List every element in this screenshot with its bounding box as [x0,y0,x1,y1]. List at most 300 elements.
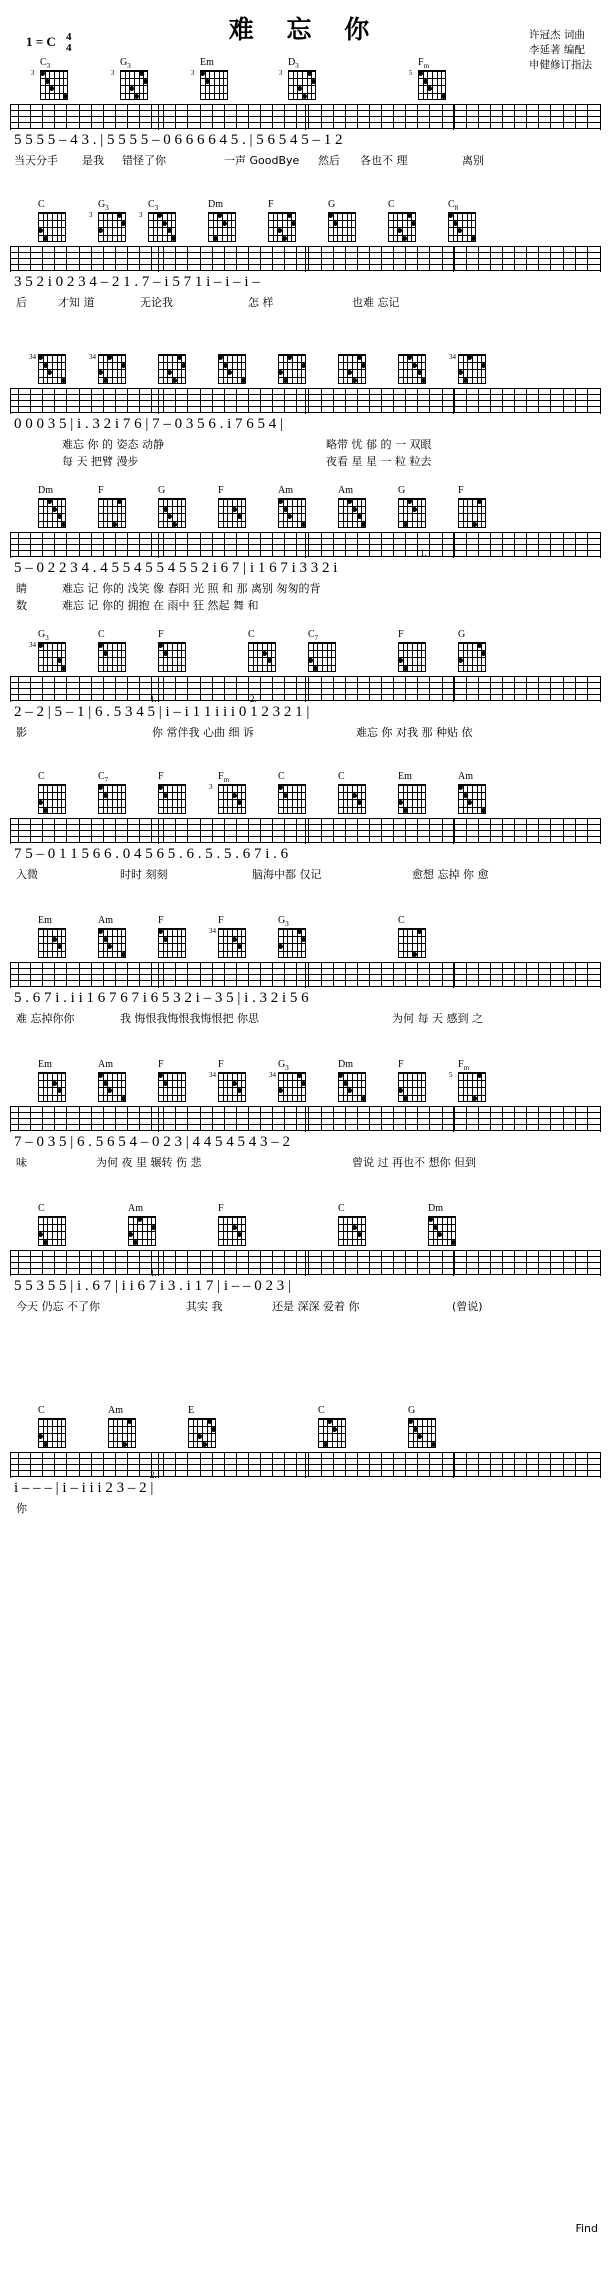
chord-row [0,630,610,676]
strum-stroke [175,389,176,412]
barline [305,1452,306,1478]
finger-dot [472,522,477,527]
strum-stroke [526,677,527,700]
strum-stroke [115,1251,116,1274]
strum-stroke [248,819,249,842]
staff [10,676,600,702]
strum-stroke [466,533,467,556]
staff [10,246,600,272]
strum-stroke [79,1453,80,1476]
barline [158,104,159,130]
fret-line [338,1231,366,1232]
finger-dot [237,1232,242,1237]
fret-line [218,1080,246,1081]
system-9 [0,1204,610,1315]
strum-stroke [139,677,140,700]
strum-stroke [393,389,394,412]
fret-line [158,665,186,666]
staff [10,1250,600,1276]
strum-stroke [381,533,382,556]
strum-stroke [151,105,152,128]
strum-stroke [296,533,297,556]
strum-stroke [526,819,527,842]
strum-stroke [405,1453,406,1476]
strum-stroke [103,247,104,270]
chord-diagram [158,928,186,958]
fret-line [408,1433,436,1434]
system-6 [0,772,610,883]
strum-stroke [321,533,322,556]
strum-stroke [575,819,576,842]
strum-stroke [308,819,309,842]
finger-dot [207,1419,212,1424]
strum-stroke [490,963,491,986]
finger-dot [57,658,62,663]
numbered-notation [0,274,610,294]
strum-stroke [187,677,188,700]
strum-stroke [163,963,164,986]
fret-line [40,78,68,79]
finger-dot [237,800,242,805]
strum-stroke [115,1453,116,1476]
chord-name: C [278,771,285,782]
finger-dot [237,944,242,949]
strum-stroke [502,677,503,700]
strum-stroke [236,533,237,556]
strum-stroke [236,677,237,700]
lyric-row [0,294,610,311]
strum-stroke [79,533,80,556]
strum-stroke [151,963,152,986]
chord-diagram [388,212,416,242]
finger-dot [61,522,66,527]
strum-stroke [212,1453,213,1476]
strum-stroke [454,819,455,842]
strum-stroke [345,963,346,986]
numbered-notation [0,1134,610,1154]
strum-stroke [550,533,551,556]
fret-line [38,943,66,944]
fret-line [338,369,366,370]
time-signature [66,32,72,54]
strum-stroke [538,819,539,842]
chord-row [0,1060,610,1106]
strum-stroke [200,819,201,842]
finger-dot [241,378,246,383]
fret-line [398,513,426,514]
strum-stroke [200,1453,201,1476]
strum-stroke [563,533,564,556]
fret-line [218,1095,246,1096]
barline [305,818,306,844]
chord-name: C [398,915,405,926]
chord-diagram [409,69,446,100]
strum-stroke [333,1453,334,1476]
strum-stroke [587,819,588,842]
barline [158,388,159,414]
fret-line [38,1224,66,1225]
lyric-row [0,1154,610,1171]
chord-diagram [308,642,336,672]
lyric-row [0,580,610,597]
strum-stroke [417,1251,418,1274]
finger-dot [357,355,362,360]
strum-stroke [127,819,128,842]
chord-name: G [158,485,166,496]
strum-stroke [260,819,261,842]
chord-diagram [218,1216,246,1246]
strum-stroke [18,247,19,270]
strum-stroke [236,1251,237,1274]
fret-number: 34 [449,353,456,361]
strum-stroke [79,247,80,270]
chord-name: $G_3$ [278,1059,289,1072]
system-4 [0,486,610,614]
strum-stroke [30,105,31,128]
strum-stroke [248,677,249,700]
credit-line-3: 申健修订指法 [529,59,592,72]
chord-diagram [98,928,126,958]
finger-dot [139,71,144,76]
finger-dot [121,952,126,957]
strum-stroke [405,389,406,412]
finger-dot [412,952,417,957]
lyric-row [0,1010,610,1027]
fret-line [308,665,336,666]
strum-stroke [538,105,539,128]
fret-line [38,506,66,507]
strum-stroke [308,1107,309,1130]
chord-diagram [338,1072,366,1102]
chord-name: $F_m$ [458,1059,470,1072]
numbered-notation [0,846,610,866]
fret-line [148,220,176,221]
strum-stroke [127,963,128,986]
chord-name: C [338,771,345,782]
fret-line [158,792,186,793]
finger-dot [403,522,408,527]
fret-line [398,362,426,363]
strum-stroke [187,1251,188,1274]
chord-row [0,486,610,532]
strum-stroke [66,677,67,700]
fret-line [218,521,246,522]
strum-stroke [296,1107,297,1130]
chord-diagram [449,353,486,384]
strum-stroke [284,247,285,270]
strum-stroke [357,1453,358,1476]
strum-stroke [502,963,503,986]
strum-stroke [79,1251,80,1274]
barline [600,532,601,558]
strum-stroke [79,105,80,128]
strum-stroke [321,1107,322,1130]
finger-dot [43,1240,48,1245]
strum-stroke [478,819,479,842]
strum-stroke [103,963,104,986]
strum-stroke [333,819,334,842]
chord-diagram [89,353,126,384]
fret-line [248,650,276,651]
fret-line [218,506,246,507]
chord-row [0,342,610,388]
strum-stroke [272,1251,273,1274]
strum-stroke [466,389,467,412]
lyric-row [0,1500,610,1517]
strum-stroke [333,677,334,700]
system-3 [0,342,610,470]
finger-dot [237,514,242,519]
fret-line [388,235,416,236]
strum-stroke [66,533,67,556]
fret-line [38,1080,66,1081]
chord-diagram [278,354,306,384]
fret-line [38,1087,66,1088]
chord-name: F [398,629,404,640]
repeat-mark: 2. [150,1470,157,1480]
notation-text: 5 5 3 5 5 | i . 6 7 | i i 6 7 i 3 . i 1 7 | i – – 0 2 3 | [14,1278,292,1294]
finger-dot [43,236,48,241]
fret-line [98,792,126,793]
system-1 [0,58,610,169]
finger-dot [297,1073,302,1078]
chord-name: $C_3$ [40,57,51,70]
strum-stroke [18,1107,19,1130]
strum-stroke [514,1251,515,1274]
strum-stroke [296,1251,297,1274]
strum-stroke [139,1251,140,1274]
strum-stroke [357,819,358,842]
chord-diagram [268,212,296,242]
strum-stroke [538,247,539,270]
barline [600,1452,601,1478]
finger-dot [352,793,357,798]
strum-stroke [417,963,418,986]
finger-dot [307,71,312,76]
lyric-text: 无论我 [140,296,173,309]
chord-diagram [188,1418,216,1448]
fret-line [158,650,186,651]
fret-line [38,362,66,363]
strum-stroke [248,247,249,270]
barline [305,962,306,988]
finger-dot [211,1427,216,1432]
finger-dot [223,363,228,368]
barline [305,1106,306,1132]
chord-name: F [98,485,104,496]
strum-stroke [321,247,322,270]
fret-line [200,78,228,79]
strum-stroke [103,1251,104,1274]
strum-stroke [200,105,201,128]
finger-dot [117,499,122,504]
strum-stroke [526,1453,527,1476]
strum-stroke [454,677,455,700]
chord-diagram [158,642,186,672]
finger-dot [311,79,316,84]
staff [10,1106,600,1132]
finger-dot [352,1225,357,1230]
lyric-text: 难忘 你 对我 那 种贴 依 [356,726,473,739]
fret-line [158,951,186,952]
fret-line [200,93,228,94]
chord-diagram [111,69,148,100]
fret-line [318,1426,346,1427]
fret-line [458,799,486,800]
finger-dot [163,1081,168,1086]
strum-stroke [18,1453,19,1476]
fret-line [208,227,236,228]
chord-diagram [98,498,126,528]
lyric-text: 难忘 记 你的 拥抱 在 雨中 狂 然起 舞 和 [62,599,259,612]
fret-line [200,85,228,86]
finger-dot [477,499,482,504]
page-title: 难 忘 你 [228,15,382,44]
fret-line [268,227,296,228]
strum-stroke [30,1107,31,1130]
barline [158,676,159,702]
finger-dot [202,1442,207,1447]
strum-stroke [115,1107,116,1130]
fret-line [288,85,316,86]
fret-line [38,1441,66,1442]
fret-line [158,943,186,944]
strum-stroke [369,247,370,270]
strum-stroke [563,247,564,270]
fret-number: 5 [449,1071,453,1079]
strum-stroke [66,963,67,986]
strum-stroke [538,677,539,700]
strum-stroke [236,1453,237,1476]
strum-stroke [115,389,116,412]
strum-stroke [345,1251,346,1274]
chord-name: $C_3$ [148,199,159,212]
lyric-text: 怎 样 [248,296,274,309]
barline [600,818,601,844]
staff [10,962,600,988]
finger-dot [352,378,357,383]
strum-stroke [490,1107,491,1130]
notation-text: 5 5 5 5 – 4 3 . | 5 5 5 5 – 0 6 6 6 6 4 5 . | 5 6 5 4 5 – 1 2 [14,132,343,148]
strum-stroke [103,819,104,842]
finger-dot [412,363,417,368]
lyric-row [0,866,610,883]
chord-name: Dm [338,1059,353,1070]
strum-stroke [333,247,334,270]
strum-stroke [260,963,261,986]
strum-stroke [550,1107,551,1130]
strum-stroke [284,1251,285,1274]
strum-stroke [236,1107,237,1130]
finger-dot [357,514,362,519]
numbered-notation [0,416,610,436]
strum-stroke [66,1107,67,1130]
lyric-text: 夜看 星 星 一 粒 粒去 [326,455,432,468]
strum-stroke [91,247,92,270]
fret-line [218,799,246,800]
strum-stroke [502,247,503,270]
strum-stroke [296,677,297,700]
fret-line [38,513,66,514]
chord-name: Dm [38,485,53,496]
staff [10,532,600,558]
strum-stroke [79,819,80,842]
finger-dot [162,221,167,226]
lyric-text: 略带 忧 郁 的 一 双眼 [326,438,432,451]
barline [158,962,159,988]
strum-stroke [538,1107,539,1130]
strum-stroke [526,105,527,128]
strum-stroke [139,533,140,556]
fret-line [328,220,356,221]
fret-line [120,93,148,94]
chord-diagram [209,927,246,958]
strum-stroke [381,1251,382,1274]
strum-stroke [526,1251,527,1274]
strum-stroke [175,533,176,556]
fret-line [108,1426,136,1427]
chord-name: F [158,629,164,640]
fret-line [98,807,126,808]
fret-line [38,1239,66,1240]
strum-stroke [54,1251,55,1274]
strum-stroke [466,1107,467,1130]
chord-row [0,58,610,104]
strum-stroke [91,1107,92,1130]
fret-line [428,1224,456,1225]
strum-stroke [187,533,188,556]
barline [158,246,159,272]
lyric-text: 味 [16,1156,27,1169]
strum-stroke [272,105,273,128]
strum-stroke [442,1107,443,1130]
strum-stroke [369,389,370,412]
lyric-text: 时时 刻刻 [120,868,168,881]
finger-dot [297,929,302,934]
fret-line [38,792,66,793]
finger-dot [301,1081,306,1086]
strum-stroke [236,247,237,270]
repeat-mark: 1. [420,548,427,558]
fret-line [120,85,148,86]
strum-stroke [575,1251,576,1274]
strum-stroke [538,1453,539,1476]
barline [600,388,601,414]
lyric-row [0,724,610,741]
strum-stroke [381,677,382,700]
finger-dot [423,79,428,84]
strum-stroke [54,1453,55,1476]
fret-line [218,369,246,370]
fret-line [458,513,486,514]
strum-stroke [478,533,479,556]
strum-stroke [260,247,261,270]
strum-stroke [442,963,443,986]
chord-row [0,1204,610,1250]
strum-stroke [212,1107,213,1130]
notation-text: 2 – 2 | 5 – 1 | 6 . 5 3 4 5 | i – i 1 1 i i i 0 1 2 3 2 1 | [14,704,310,720]
strum-stroke [200,389,201,412]
strum-stroke [393,105,394,128]
credit-line-1: 许冠杰 词曲 [529,29,585,41]
fret-line [398,1080,426,1081]
finger-dot [481,651,486,656]
finger-dot [171,236,176,241]
fret-line [158,799,186,800]
finger-dot [167,228,172,233]
chord-name: Am [278,485,293,496]
strum-stroke [405,1251,406,1274]
